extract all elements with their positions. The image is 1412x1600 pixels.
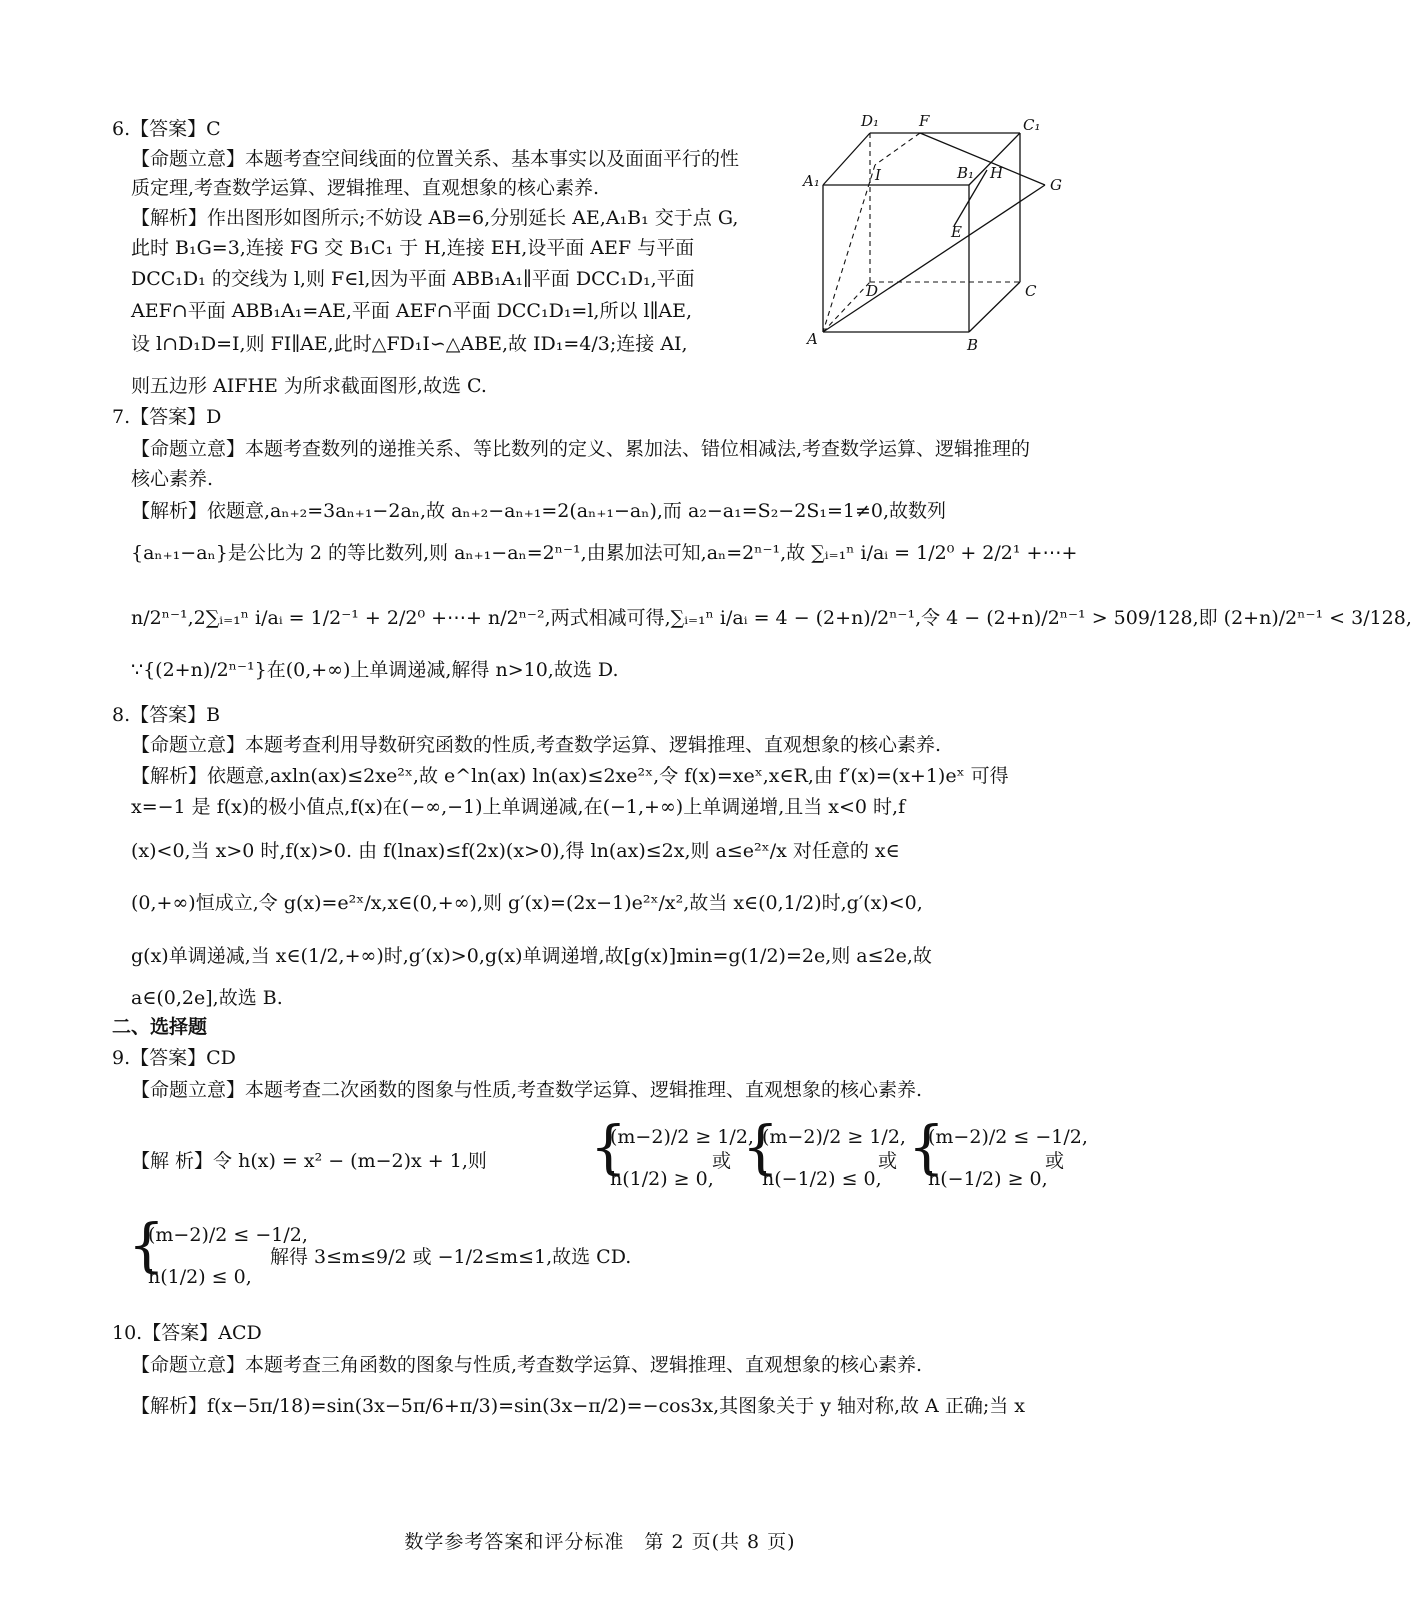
q9-lead: 【解 析】令 h(x) = x² − (m−2)x + 1,则	[131, 1150, 487, 1172]
text-line: 【命题立意】本题考查数列的递推关系、等比数列的定义、累加法、错位相减法,考查数学运算、逻辑推理的	[131, 438, 1031, 460]
text-line: x=−1 是 f(x)的极小值点,f(x)在(−∞,−1)上单调递减,在(−1,+∞)上单调递增,且当 x<0 时,f	[131, 796, 906, 818]
text-line: 8.【答案】B	[112, 704, 221, 726]
label-A: A	[807, 330, 818, 348]
text-line: 6.【答案】C	[112, 118, 221, 140]
text-line: 则五边形 AIFHE 为所求截面图形,故选 C.	[131, 375, 487, 397]
text-line: 10.【答案】ACD	[112, 1322, 262, 1344]
text-line: DCC₁D₁ 的交线为 l,则 F∈l,因为平面 ABB₁A₁∥平面 DCC₁D₁,平面	[131, 268, 695, 290]
label-H: H	[990, 164, 1004, 182]
text-line: 质定理,考查数学运算、逻辑推理、直观想象的核心素养.	[131, 177, 600, 199]
q9-system2-line2: h(−1/2) ≤ 0,	[762, 1168, 882, 1190]
text-line: 9.【答案】CD	[112, 1047, 236, 1069]
q9-system1-line2: h(1/2) ≥ 0,	[610, 1168, 714, 1190]
q9-conclusion: 解得 3≤m≤9/2 或 −1/2≤m≤1,故选 CD.	[270, 1246, 632, 1268]
text-line: a∈(0,2e],故选 B.	[131, 987, 283, 1009]
label-E: E	[951, 223, 962, 241]
text-line: ∵{(2+n)/2ⁿ⁻¹}在(0,+∞)上单调递减,解得 n>10,故选 D.	[131, 659, 619, 681]
label-D: D	[866, 282, 879, 300]
label-I: I	[875, 166, 881, 184]
q9-or-1: 或	[712, 1150, 732, 1172]
label-C1: C₁	[1023, 116, 1041, 134]
text-line: {aₙ₊₁−aₙ}是公比为 2 的等比数列,则 aₙ₊₁−aₙ=2ⁿ⁻¹,由累加法可知,aₙ=2ⁿ⁻¹,故 ∑ᵢ₌₁ⁿ i/aᵢ = 1/2⁰ + 2/2¹ +⋯+	[131, 542, 1078, 564]
text-line: 【命题立意】本题考查空间线面的位置关系、基本事实以及面面平行的性	[131, 148, 740, 170]
q9-system4-line1: (m−2)/2 ≤ −1/2,	[148, 1224, 308, 1246]
text-line: (x)<0,当 x>0 时,f(x)>0. 由 f(lnax)≤f(2x)(x>0),得 ln(ax)≤2x,则 a≤e²ˣ/x 对任意的 x∈	[131, 840, 900, 862]
label-B1: B₁	[957, 164, 975, 182]
text-line: 【解析】作出图形如图所示;不妨设 AB=6,分别延长 AE,A₁B₁ 交于点 G,	[131, 207, 739, 229]
label-A1: A₁	[803, 172, 820, 190]
text-line: 二、选择题	[112, 1016, 208, 1038]
brace-1: {	[590, 1113, 627, 1181]
brace-4: {	[128, 1211, 165, 1279]
label-B: B	[967, 336, 979, 354]
q9-system4-line2: h(1/2) ≤ 0,	[148, 1266, 252, 1288]
q9-system1-line1: (m−2)/2 ≥ 1/2,	[610, 1126, 754, 1148]
text-line: 【解析】依题意,aₙ₊₂=3aₙ₊₁−2aₙ,故 aₙ₊₂−aₙ₊₁=2(aₙ₊₁−aₙ),而 a₂−a₁=S₂−2S₁=1≠0,故数列	[131, 500, 947, 522]
text-line: 【解析】依题意,axln(ax)≤2xe²ˣ,故 e^ln(ax) ln(ax)≤2xe²ˣ,令 f(x)=xeˣ,x∈R,由 f′(x)=(x+1)eˣ 可得	[131, 765, 1009, 787]
text-line: 设 l∩D₁D=I,则 FI∥AE,此时△FD₁I∽△ABE,故 ID₁=4/3;连接 AI,	[131, 333, 688, 355]
text-line: 【命题立意】本题考查二次函数的图象与性质,考查数学运算、逻辑推理、直观想象的核心素养.	[131, 1079, 923, 1101]
text-line: (0,+∞)恒成立,令 g(x)=e²ˣ/x,x∈(0,+∞),则 g′(x)=(2x−1)e²ˣ/x²,故当 x∈(0,1/2)时,g′(x)<0,	[131, 892, 923, 914]
text-line: 7.【答案】D	[112, 406, 222, 428]
cube-section-figure	[803, 110, 1073, 355]
text-line: 此时 B₁G=3,连接 FG 交 B₁C₁ 于 H,连接 EH,设平面 AEF 与平面	[131, 237, 695, 259]
label-F: F	[919, 112, 930, 130]
text-line: 【解析】f(x−5π/18)=sin(3x−5π/6+π/3)=sin(3x−π/2)=−cos3x,其图象关于 y 轴对称,故 A 正确;当 x	[131, 1395, 1025, 1417]
q9-system3-line1: (m−2)/2 ≤ −1/2,	[928, 1126, 1088, 1148]
page-footer: 数学参考答案和评分标准 第 2 页(共 8 页)	[404, 1531, 796, 1553]
text-line: AEF∩平面 ABB₁A₁=AE,平面 AEF∩平面 DCC₁D₁=l,所以 l∥AE,	[131, 300, 692, 322]
label-C: C	[1025, 282, 1037, 300]
label-G: G	[1050, 176, 1062, 194]
text-line: g(x)单调递减,当 x∈(1/2,+∞)时,g′(x)>0,g(x)单调递增,故[g(x)]min=g(1/2)=2e,则 a≤2e,故	[131, 945, 932, 967]
q9-or-3: 或	[1045, 1150, 1065, 1172]
text-line: n/2ⁿ⁻¹,2∑ᵢ₌₁ⁿ i/aᵢ = 1/2⁻¹ + 2/2⁰ +⋯+ n/2ⁿ⁻²,两式相减可得,∑ᵢ₌₁ⁿ i/aᵢ = 4 − (2+n)/2ⁿ⁻¹,令 4 − (2+n)/2ⁿ⁻¹ > 509/128,即 (2+n)/2ⁿ⁻¹ < 3/128,	[131, 607, 1412, 629]
text-line: 【命题立意】本题考查三角函数的图象与性质,考查数学运算、逻辑推理、直观想象的核心素养.	[131, 1354, 923, 1376]
brace-2: {	[742, 1113, 779, 1181]
q9-system2-line1: (m−2)/2 ≥ 1/2,	[762, 1126, 906, 1148]
q9-system3-line2: h(−1/2) ≥ 0,	[928, 1168, 1048, 1190]
text-line: 【命题立意】本题考查利用导数研究函数的性质,考查数学运算、逻辑推理、直观想象的核心素养.	[131, 734, 942, 756]
label-D1: D₁	[861, 112, 880, 130]
q9-or-2: 或	[878, 1150, 898, 1172]
brace-3: {	[908, 1113, 945, 1181]
text-line: 核心素养.	[131, 468, 214, 490]
